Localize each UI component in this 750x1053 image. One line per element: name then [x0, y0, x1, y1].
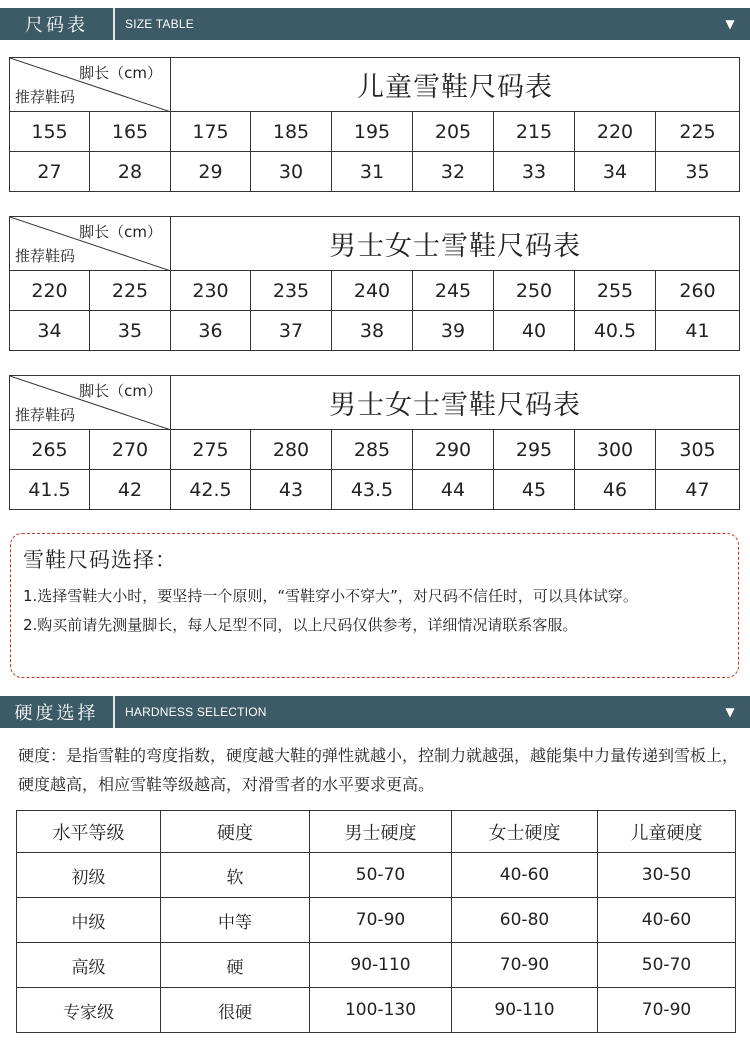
foot-length-cell: 165	[90, 112, 171, 152]
shoe-size-cell: 46	[575, 470, 656, 510]
foot-length-cell: 265	[10, 430, 90, 470]
foot-length-cell: 270	[90, 430, 171, 470]
hardness-cell: 很硬	[161, 988, 310, 1033]
shoe-size-row	[10, 311, 740, 351]
shoe-size-cell: 37	[251, 311, 332, 351]
hardness-row	[17, 988, 736, 1033]
size-banner-title-cn: 尺码表	[25, 15, 88, 36]
size-table-banner	[0, 8, 750, 40]
foot-length-cell: 155	[10, 112, 90, 152]
shoe-size-cell: 35	[90, 311, 171, 351]
size-table-title: 儿童雪鞋尺码表	[171, 58, 740, 112]
diagonal-header-cell	[10, 217, 171, 271]
shoe-size-cell: 33	[494, 152, 575, 192]
shoe-size-cell: 34	[10, 311, 90, 351]
banner-divider	[113, 8, 115, 40]
hardness-cell: 100-130	[310, 988, 452, 1033]
foot-length-cell: 220	[10, 271, 90, 311]
shoe-size-cell: 36	[171, 311, 251, 351]
shoe-size-cell: 31	[332, 152, 413, 192]
foot-length-cell: 195	[332, 112, 413, 152]
foot-length-cell: 290	[413, 430, 494, 470]
hardness-header-cell: 硬度	[161, 811, 310, 853]
hardness-cell: 70-90	[452, 943, 598, 988]
hardness-banner-title-en: HARDNESS SELECTION	[125, 705, 267, 719]
foot-length-cell: 225	[656, 112, 740, 152]
shoe-size-row	[10, 152, 740, 192]
shoe-size-cell: 41.5	[10, 470, 90, 510]
foot-length-cell: 255	[575, 271, 656, 311]
chevron-down-icon[interactable]: ▼	[725, 17, 735, 31]
hardness-cell: 软	[161, 853, 310, 898]
hardness-row	[17, 853, 736, 898]
shoe-size-cell: 41	[656, 311, 740, 351]
hardness-row	[17, 898, 736, 943]
foot-length-cell: 300	[575, 430, 656, 470]
foot-length-label: 脚长（cm）	[79, 64, 162, 82]
size-banner-title-en: SIZE TABLE	[125, 17, 194, 31]
shoe-size-row	[10, 470, 740, 510]
hardness-cell: 30-50	[598, 853, 736, 898]
hardness-cell: 专家级	[17, 988, 161, 1033]
hardness-banner-title-cn: 硬度选择	[14, 703, 99, 724]
shoe-size-label: 推荐鞋码	[15, 406, 76, 424]
hardness-cell: 90-110	[310, 943, 452, 988]
hardness-cell: 硬	[161, 943, 310, 988]
foot-length-cell: 185	[251, 112, 332, 152]
notes-line-2: 2.购买前请先测量脚长，每人足型不同，以上尺码仅供参考，详细情况请联系客服。	[23, 616, 578, 634]
hardness-row	[17, 943, 736, 988]
hardness-cell: 40-60	[598, 898, 736, 943]
chevron-down-icon[interactable]: ▼	[725, 705, 735, 719]
hardness-cell: 中等	[161, 898, 310, 943]
foot-length-cell: 205	[413, 112, 494, 152]
hardness-cell: 40-60	[452, 853, 598, 898]
hardness-header-cell: 男士硬度	[310, 811, 452, 853]
foot-length-row	[10, 112, 740, 152]
shoe-size-cell: 34	[575, 152, 656, 192]
diagonal-header-cell	[10, 58, 171, 112]
foot-length-cell: 280	[251, 430, 332, 470]
foot-length-cell: 175	[171, 112, 251, 152]
hardness-cell: 50-70	[310, 853, 452, 898]
banner-divider	[113, 696, 115, 728]
hardness-header-row	[17, 811, 736, 853]
foot-length-cell: 215	[494, 112, 575, 152]
shoe-size-cell: 47	[656, 470, 740, 510]
foot-length-row	[10, 430, 740, 470]
foot-length-cell: 235	[251, 271, 332, 311]
foot-length-label: 脚长（cm）	[79, 223, 162, 241]
shoe-size-cell: 32	[413, 152, 494, 192]
size-table-title: 男士女士雪鞋尺码表	[171, 217, 740, 271]
diagonal-header-cell	[10, 376, 171, 430]
shoe-size-cell: 43	[251, 470, 332, 510]
foot-length-cell: 245	[413, 271, 494, 311]
foot-length-cell: 260	[656, 271, 740, 311]
hardness-cell: 50-70	[598, 943, 736, 988]
foot-length-cell: 285	[332, 430, 413, 470]
hardness-header-cell: 儿童硬度	[598, 811, 736, 853]
size-table-title: 男士女士雪鞋尺码表	[171, 376, 740, 430]
foot-length-cell: 250	[494, 271, 575, 311]
hardness-header-cell: 水平等级	[17, 811, 161, 853]
shoe-size-label: 推荐鞋码	[15, 247, 76, 265]
foot-length-cell: 275	[171, 430, 251, 470]
foot-length-cell: 295	[494, 430, 575, 470]
hardness-cell: 初级	[17, 853, 161, 898]
shoe-size-cell: 28	[90, 152, 171, 192]
shoe-size-cell: 27	[10, 152, 90, 192]
shoe-size-cell: 29	[171, 152, 251, 192]
hardness-intro-text: 硬度：是指雪鞋的弯度指数，硬度越大鞋的弹性就越小，控制力就越强，越能集中力量传递到雪板上，硬度越高，相应雪鞋等级越高，对滑雪者的水平要求更高。	[18, 746, 739, 794]
shoe-size-cell: 30	[251, 152, 332, 192]
foot-length-cell: 305	[656, 430, 740, 470]
shoe-size-cell: 42	[90, 470, 171, 510]
size-table	[9, 216, 740, 351]
hardness-cell: 60-80	[452, 898, 598, 943]
notes-line-1: 1.选择雪鞋大小时，要坚持一个原则，“雪鞋穿小不穿大”，对尺码不信任时，可以具体试穿。	[23, 587, 638, 605]
shoe-size-label: 推荐鞋码	[15, 88, 76, 106]
foot-length-cell: 225	[90, 271, 171, 311]
shoe-size-cell: 35	[656, 152, 740, 192]
shoe-size-cell: 43.5	[332, 470, 413, 510]
foot-length-cell: 240	[332, 271, 413, 311]
hardness-cell: 高级	[17, 943, 161, 988]
notes-heading: 雪鞋尺码选择：	[23, 548, 177, 572]
shoe-size-cell: 42.5	[171, 470, 251, 510]
shoe-size-cell: 40.5	[575, 311, 656, 351]
hardness-cell: 70-90	[598, 988, 736, 1033]
hardness-table	[16, 810, 736, 1033]
foot-length-cell: 230	[171, 271, 251, 311]
shoe-size-cell: 39	[413, 311, 494, 351]
shoe-size-cell: 40	[494, 311, 575, 351]
foot-length-row	[10, 271, 740, 311]
shoe-size-cell: 38	[332, 311, 413, 351]
hardness-cell: 90-110	[452, 988, 598, 1033]
foot-length-cell: 220	[575, 112, 656, 152]
shoe-size-cell: 45	[494, 470, 575, 510]
hardness-cell: 70-90	[310, 898, 452, 943]
size-notes-box	[10, 533, 739, 678]
size-table	[9, 375, 740, 510]
foot-length-label: 脚长（cm）	[79, 382, 162, 400]
hardness-header-cell: 女士硬度	[452, 811, 598, 853]
shoe-size-cell: 44	[413, 470, 494, 510]
hardness-banner	[0, 696, 750, 728]
size-table	[9, 57, 740, 192]
hardness-cell: 中级	[17, 898, 161, 943]
